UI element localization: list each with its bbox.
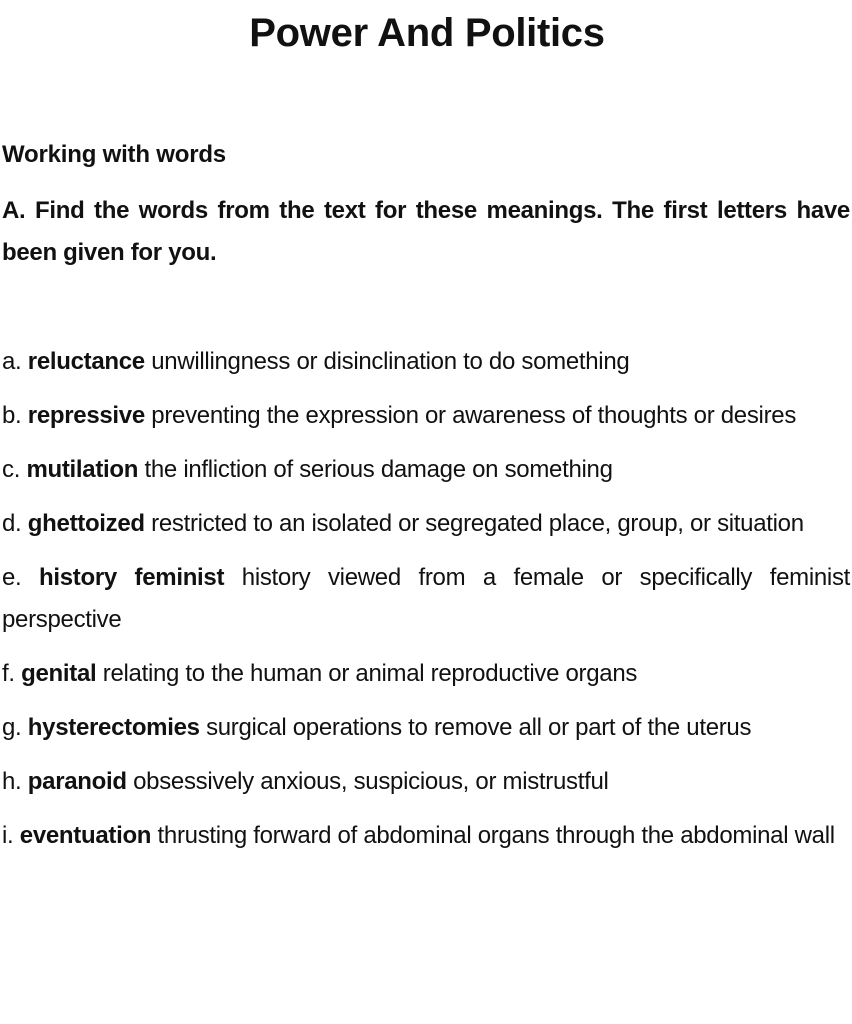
section-heading: Working with words (2, 141, 226, 168)
answer-letter: f. (2, 660, 15, 687)
answer-letter: i. (2, 822, 14, 849)
page-title: Power And Politics (249, 11, 605, 55)
answer-letter: h. (2, 768, 22, 795)
answer-definition: preventing the expression or awareness of thoughts or desires (151, 402, 797, 429)
answer-letter: d. (2, 510, 22, 537)
answer-letter: g. (2, 714, 22, 741)
answer-term: eventuation (19, 822, 152, 849)
answer-item-b (2, 395, 850, 437)
answer-definition: surgical operations to remove all or part of the uterus (206, 714, 752, 741)
answer-item-d (2, 503, 850, 545)
answer-item-a (2, 341, 850, 383)
answer-definition: thrusting forward of abdominal organs through the abdominal wall (157, 822, 835, 849)
answer-definition: unwillingness or disinclination to do something (151, 348, 630, 375)
answer-term: genital (21, 660, 97, 687)
answer-term: mutilation (26, 456, 139, 483)
answer-term: repressive (27, 402, 145, 429)
answer-item-c (2, 449, 850, 491)
answer-term: reluctance (27, 348, 145, 375)
answer-term: hysterectomies (27, 714, 200, 741)
answer-letter: c. (2, 456, 21, 483)
answer-definition: the infliction of serious damage on something (144, 456, 613, 483)
answer-definition: obsessively anxious, suspicious, or mistrustful (133, 768, 609, 795)
answer-definition: relating to the human or animal reproductive organs (102, 660, 638, 687)
answer-letter: a. (2, 348, 22, 375)
answer-letter: b. (2, 402, 22, 429)
answer-term: ghettoized (27, 510, 145, 537)
answer-item-h (2, 761, 850, 803)
answer-letter: e. (2, 564, 22, 591)
answer-definition: history viewed from a female or specifically feminist perspective (2, 564, 851, 633)
answer-definition: restricted to an isolated or segregated place, group, or situation (151, 510, 804, 537)
answer-term: paranoid (27, 768, 127, 795)
exercise-instruction: A. Find the words from the text for these meanings. The first letters have been given for you. (2, 197, 850, 266)
answer-term: history feminist (39, 564, 225, 591)
answer-item-f (2, 653, 850, 695)
answer-list (2, 341, 850, 869)
answer-item-e (2, 557, 850, 641)
answer-item-g (2, 707, 850, 749)
answer-item-i (2, 815, 850, 857)
